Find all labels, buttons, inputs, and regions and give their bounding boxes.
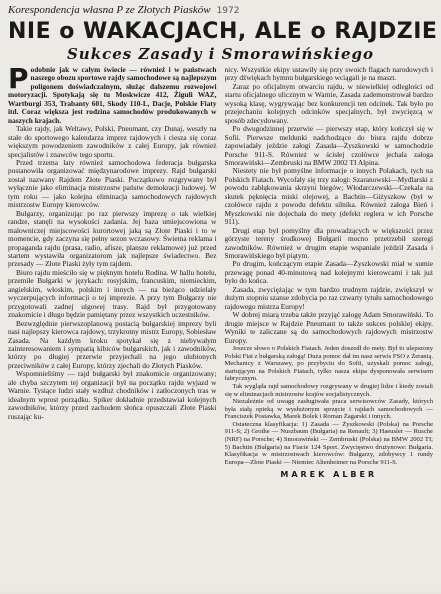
header-line: [8, 4, 433, 18]
article-paragraph: W dobrej miarą trzeba także przyjąć załogę Adam Smorawiński. To drugie miejsce w Rajdzie Pneumant to także sukces polskiej ekipy. Wyniki te zaliczane są do samochodowych rajdowych mistrzostw Europy.: [224, 310, 433, 345]
article-paragraph: Ostateczna klasyfikacja: 1) Zasada — Żyszkowski (Polska) na Porsche 911-S; 2) Grothe — Nuszbaum (Bułgaria) na Renault; 3) Haeusler — Rusche (NRF) na Porsche; 4) Smorawiński — Zembruski (Polska) na BMW 2002 TI; 5) Bachtin (Bułgaria) na Fiacie 124 Sport. Zwycięstwo drużynowe: Bułgaria. Klasyfikacja w mistrzostwach kierowców: Bułgarzy, zdobywcy 1 rundy Europa—Złote Piaski — Niemiec Altenheimer na Porsche 911-S.: [224, 420, 433, 466]
headline: NIE o WAKACJACH, ALE o RAJDZIE: [8, 19, 438, 44]
article-paragraph: Wspomnieliśmy — rajd bułgarski był znakomicie organizowany; ale chyba szczytem tej organizacji był na początku rajdu wyjazd w Warnie. Tysiące ludzi stały wzdłuż chodników i zatłoczonych tras w idealnym wprost porządku. Spiker dokładnie przedstawiał kolejnych zawodników, którzy przed zachodem słońca opuszczali Złote Piaski ruszając ku-: [8, 369, 217, 421]
article-lead-paragraph: [8, 66, 217, 125]
article-paragraph: Biuro rajdu mieściło się w pięknym hotelu Rodina. W hallu hotelu, przemiłe Bułgarki w językach: rosyjskim, francuskim, niemieckim, angielskim, włoskim, polskim i innych — na bieżąco udzielały wyczerpujących informacji o tej imprezie. A przy tym Bułgarzy nie przygotowali zadnej ulgowej trasy. Rajd był przygotowany znakomicie i długo będzie pamiętany przez wszystkich uczestników.: [8, 267, 217, 320]
article-paragraph: Niezależnie od uwagę zasługiwała praca serwisowców Zasady, których była stałą opieką w wysłużonym sprzęcie i rajdach samochodowych — Franciszek Postawka, Marek Bolek i Roman Żagarski i innych.: [224, 398, 433, 421]
article-paragraph: Przed trzema laty również samochodowa federacja bułgarska postanowiła organizować międzynarodowe imprezy. Rajd bułgarski został nazwany Rajdem Złote Piaski. Początkowo rozgrywany był wyłącznie jako eliminacja mistrzostw państw demokracji ludowej. W tym roku — jako kolejna eliminacja samochodowych rajdowych mistrzostw Europy kierowców.: [8, 157, 217, 210]
handwritten-year: 1972: [216, 6, 240, 16]
article-paragraph: Niestety nie był pomyślne informacje o innych Polakach, tych na Polskich Fiatach. Wycofały się trzy załogi: Szaranowski—Mydlarski z powodu zabłąkowania skrzyni biegów; Włodarczewski—Czekala na skutek pęknięcia miski olejowej, a Bachtin—Giżyszkow (był w czołówce rajdu z powodu defektu silnika. Również załoga Bień i Myszkowski nie dojechała do mety (defekt reglera w ich Porsche 911).: [224, 166, 433, 227]
article-paragraph: Po drugim, kończącym etapie Zasada—Żyszkowski miał w sumie przewagę ponad 40-minutową nad kolejnymi kierowcami i tak już było do końca.: [224, 259, 433, 286]
correspondence-label: Korespondencja własna P ze Złotych Piasków: [8, 4, 211, 16]
article-paragraph: Bezwzględnie pierwszoplanową postacią bułgarskiej imprezy byli nasi najlepszy kierowca rajdowy, trzykrotny mistrz Europy, Sobiesław Zasada. Na każdym kroku spotykał się z niebywałym zainteresowaniem i sympatią kibiców bułgarskich, jak i zawodników, którzy po długiej przerwie przyjechali na jego ulubionych przeciwników z całej Europy, którzy zjechali do Złotych Piasków.: [8, 318, 217, 370]
article-paragraph: Tak wygląda rajd samochodowy rozgrywany w drugiej lidze i kiedy zostali się w eliminacjach mistrzostw krajów socjalistycznych.: [224, 382, 433, 398]
article-column-right: [225, 66, 434, 594]
article-lead: odobnie jak w całym świecie — również i w państwach naszego obozu sportowe rajdy samochodowe są najlepszym poligonem doświadczalnym, służąc dalszemu rozwojowi motoryzacji. Spotykają się tu Moskwicze 412, Żiguli WAZ, Wartburgi 353, Trabanty 601, Skody 110-L, Dacje, Polskie Fiaty itd. Coraz większa jest rodzina samochodów produkowanych w naszych krajach.: [8, 66, 217, 125]
article-paragraph: Takie rajdy, jak Weltawy, Polski, Pneumant, czy Dunaj, weszły na stałe do sportowego kalendarza imprez rajdowych i ciesza się coraz większym powodzeniem zawodników z całej Europy, jak również specjalistów i znawców tego sportu.: [8, 124, 217, 159]
article-paragraph: Drugi etap był pomyślny dla prowadzących w większości przez górzyste tereny środkowej Bułgarii mocno przetrzebił szeregi zawodników. Również w drugim etapie wspaniale jeździł Zasada i Smorawińskiego był piątym.: [224, 225, 433, 260]
subheadline: Sukces Zasady i Smorawińskiego: [66, 45, 375, 63]
article-paragraph: Zaraz po oficjalnym otwarciu rajdu, w niewielkiej odległości od startu oficjalnego ulicznym w Warnie, Zasada zademonstrował bardzo wysoką klasę, wygrywając bez konkurencji ten odcinek. Tak było po przejechaniu kolejnych odcinków specjalnych, był zwycięzcą w sposób zdecydowany.: [224, 81, 433, 125]
article-column-left: [8, 66, 217, 594]
article-columns: [8, 66, 433, 594]
article-paragraph: Zasada, zwyciężając w tym bardzo trudnym rajdzie, zwiększył w dużym stopniu szanse zdobycia po raz czwarty tytułu samochodowego rajdowego mistrza Europy!: [224, 284, 433, 311]
article-paragraph: Jeszcze słowo o Polskich Fiatach. Jeden doszedł do mety. Był to ulepszony Polski Fiat z bułgarską załogą! Duża pomoc dał im nasz serwis FSO z Żeranią. Mechanicy z Warszawy, po przybyciu do Sofii, uzyskali pomoc załogi, startującym na Polskich Fiatach, tylko nasza ekipa dysponowała serwisem fabrycznym.: [224, 344, 433, 383]
drop-cap: P: [8, 66, 29, 95]
article-paragraph: nicy. Wszystkie ekipy ustawiły się przy swoich flagach narodowych i przy dźwiękach hymnu bułgarskiego wciągali je na maszt.: [224, 66, 433, 83]
article-paragraph: Bułgarzy, organizując po raz pierwszy imprezę o tak wielkiej randze, stanęli na wysokości zadania. Jej baza umiejscowiona w malowniczej miejscowości kurortowej jaką są Złote Piaski i to w momencie, gdy zaczyna się pełny sezon wczasowy. Świetna reklama i propaganda rajdu (prasa, radio, afisze, plansze reklamowe) już przed startem wystawiła organizatorom jak najlepsze świadectwo. Bez przesady — Złote Piaski żyły tym rajdem.: [8, 208, 217, 269]
byline: MAREK ALBER: [280, 470, 378, 480]
article-paragraph: Po dwugodzinnej przerwie — pierwszy etap, który kończył się w Sofii. Pierwsze meldunki nadchodzące do biura rajdu dobrze zapowiadały jeździe załogi Zasada—Żyszkowski w samochodzie Porsche 911-S. Również w ścisłej czołówce jechała załoga Smorawiński—Zembruski na BMW 2002 TI Alpina.: [224, 124, 433, 167]
